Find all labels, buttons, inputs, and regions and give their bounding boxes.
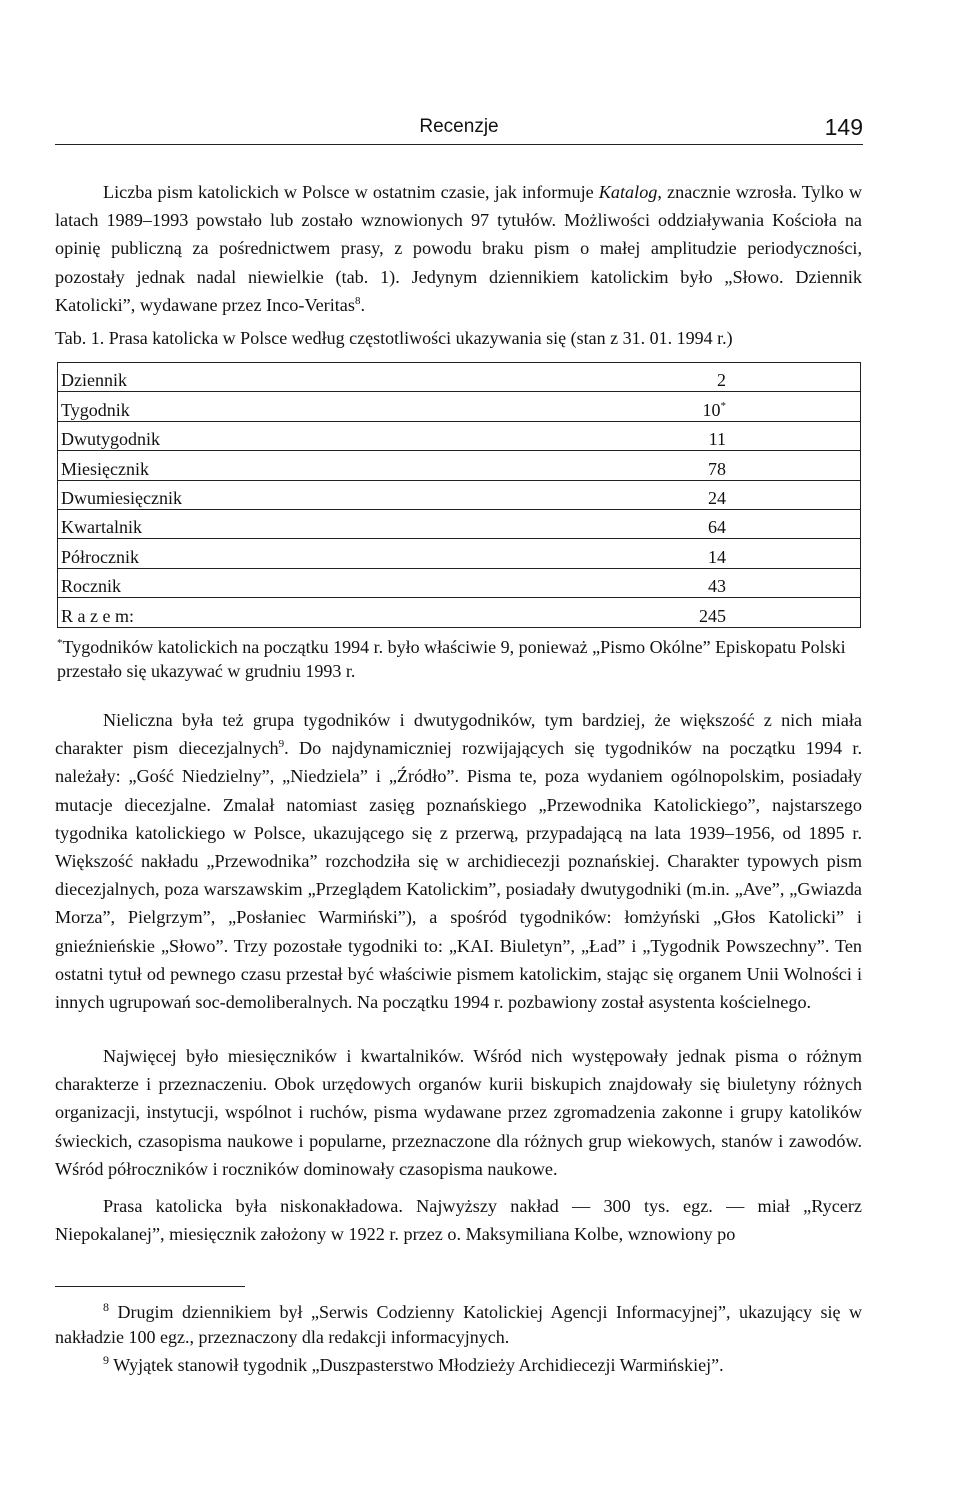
footnote-8: $^8$ Drugim dziennikiem był „Serwis Codzienny Katolickiej Agencji Informacyjnej”, ukazujący się w nakładzie 100 egz., przeznaczony dla redakcji informacyjnych. xyxy=(55,1300,863,1347)
table-row xyxy=(58,539,861,568)
row-value xyxy=(455,598,861,627)
row-label: Dwutygodnik xyxy=(58,421,456,450)
running-title: Recenzje xyxy=(419,116,499,137)
row-value xyxy=(455,363,861,392)
row-label: Tygodnik xyxy=(58,392,456,421)
row-label: R a z e m: xyxy=(58,598,456,627)
page-number: 149 xyxy=(824,114,863,140)
table-row xyxy=(58,363,861,392)
table-row xyxy=(58,392,861,421)
row-value-mark: * xyxy=(720,399,726,412)
row-value xyxy=(455,539,861,568)
table-caption: Tab. 1. Prasa katolicka w Polsce według częstotliwości ukazywania się (stan z 31. 01. 1994 r.) xyxy=(55,328,733,348)
paragraph-2: Nieliczna była też grupa tygodników i dwutygodników, tym bardziej, że większość z nich miała charakter pism diecezjalnych$^9$. Do najdynamiczniej rozwijających się tygodników na początku 1994 r. należały: „Gość Niedzielny”, „Niedziela” i „Źródło”. Pisma te, poza wydaniem ogólnopolskim, posiadały mutacje diecezjalne. Zmalał natomiast zasięg poznańskiego „Przewodnika Katolickiego”, najstarszego tygodnika katolickiego w Polsce, ukazującego się z przerwą, przypadającą na lata 1939–1956, od 1895 r. Większość nakładu „Przewodnika” rozchodziła się w archidiecezji poznańskiej. Charakter typowych pism diecezjalnych, poza warszawskim „Przeglądem Katolickim”, posiadały dwutygodniki (m.in. „Ave”, „Gwiazda Morza”, Pielgrzym”, „Posłaniec Warmiński”), a spośród tygodników: łomżyński „Głos Katolicki” i gnieźnieńskie „Słowo”. Trzy pozostałe tygodniki to: „KAI. Biuletyn”, „Ład” i „Tygodnik Powszechny”. Ten ostatni tytuł od pewnego czasu przestał być właściwie pismem katolickim, stając się organem Unii Wolności i innych ugrupowań soc-demoliberalnych. Na początku 1994 r. pozbawiony został asystenta kościelnego. xyxy=(55,710,862,1013)
footnote-ref-9[interactable]: 9 xyxy=(278,738,285,751)
row-label: Kwartalnik xyxy=(58,509,456,538)
table-row xyxy=(58,598,861,627)
table-row xyxy=(58,451,861,480)
paragraph-1: Liczba pism katolickich w Polsce w ostatnim czasie, jak informuje Katalog, znacznie wzrosła. Tylko w latach 1989–1993 powstało lub zostało wznowionych 97 tytułów. Możliwości oddziaływania Kościoła na opinię publiczną za pośrednictwem prasy, z powodu braku pism o małej amplitudzie periodyczności, pozostały jednak nadal niewielkie (tab. 1). Jedynym dziennikiem katolickim było „Słowo. Dziennik Katolicki”, wydawane przez Inco-Veritas$^8$. xyxy=(55,182,862,315)
row-value xyxy=(455,509,861,538)
table-row xyxy=(58,421,861,450)
catalog-title: Katalog xyxy=(598,182,658,202)
table-note-text: Tygodników katolickich na początku 1994 r. było właściwie 9, ponieważ „Pismo Okólne” Episkopatu Polski przestało się ukazywać w grudniu 1993 r. xyxy=(57,637,846,681)
footnote-mark: 9 xyxy=(103,1353,109,1367)
row-value-number: 14 xyxy=(708,546,726,567)
row-label: Dwumiesięcznik xyxy=(58,480,456,509)
row-label: Miesięcznik xyxy=(58,451,456,480)
paragraph-3: Najwięcej było miesięczników i kwartalników. Wśród nich występowały jednak pisma o różnym charakterze i przeznaczeniu. Obok urzędowych organów kurii biskupich znajdowały się biuletyny różnych organizacji, instytucji, wspólnot i ruchów, pisma wydawane przez zgromadzenia zakonne i grupy katolików świeckich, czasopisma naukowe i popularne, przeznaczone dla różnych grup wiekowych, stanów i zawodów. Wśród półroczników i roczników dominowały czasopisma naukowe. xyxy=(55,1046,862,1179)
row-value xyxy=(455,421,861,450)
row-label: Rocznik xyxy=(58,568,456,597)
row-value-number: 78 xyxy=(708,458,726,479)
row-value xyxy=(455,451,861,480)
row-label: Półrocznik xyxy=(58,539,456,568)
table-row xyxy=(58,480,861,509)
row-value-number: 24 xyxy=(708,487,726,508)
row-value xyxy=(455,480,861,509)
table-row xyxy=(58,568,861,597)
footnote-divider xyxy=(55,1286,245,1287)
row-value xyxy=(455,392,861,421)
table-note-mark: * xyxy=(57,637,63,649)
frequency-table xyxy=(57,362,861,628)
row-value-number: 64 xyxy=(708,517,726,538)
row-value-number: 10 xyxy=(702,399,721,420)
row-label: Dziennik xyxy=(58,363,456,392)
row-value-number: 2 xyxy=(717,370,726,391)
row-value-number: 11 xyxy=(708,429,726,450)
table-row xyxy=(58,509,861,538)
footnote-9: $^9$ Wyjątek stanowił tygodnik „Duszpasterstwo Młodzieży Archidiecezji Warmińskiej”. xyxy=(103,1353,724,1375)
footnote-ref-8[interactable]: 8 xyxy=(354,294,361,307)
table-note xyxy=(57,635,861,683)
paragraph-4: Prasa katolicka była niskonakładowa. Najwyższy nakład — 300 tys. egz. — miał „Rycerz Niepokalanej”, miesięcznik założony w 1922 r. przez o. Maksymiliana Kolbe, wznowiony po xyxy=(55,1196,862,1245)
row-value-number: 245 xyxy=(699,605,726,626)
row-value-number: 43 xyxy=(708,576,726,597)
running-header xyxy=(55,112,863,145)
footnote-mark: 8 xyxy=(103,1300,109,1314)
row-value xyxy=(455,568,861,597)
